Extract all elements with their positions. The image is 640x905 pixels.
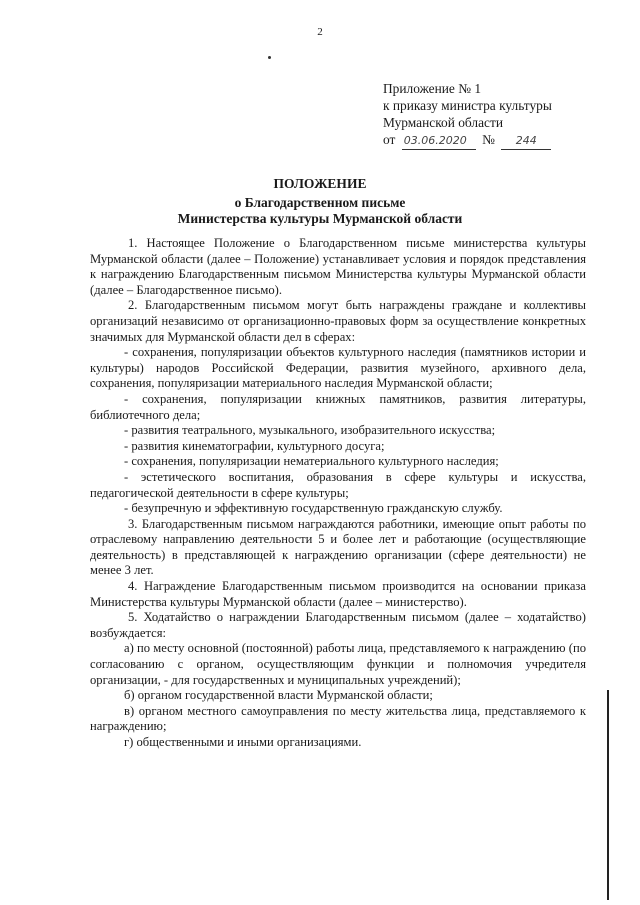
list-item-civil-service: - безупречную и эффективную государственную гражданскую службу. <box>124 501 503 516</box>
appendix-line-2: к приказу министра культуры <box>383 98 552 113</box>
document-body <box>90 236 586 751</box>
list-item-intangible: - сохранения, популяризации нематериального культурного наследия; <box>124 454 499 469</box>
list-item-education: - эстетического воспитания, образования в сфере культуры и искусства, педагогической деятельности в сфере культуры; <box>90 469 586 500</box>
document-title: ПОЛОЖЕНИЕ <box>273 176 367 191</box>
paragraph-4: 4. Награждение Благодарственным письмом производится на основании приказа Министерства культуры Мурманской области (далее – министерство). <box>90 579 586 609</box>
document-subtitle-2: Министерства культуры Мурманской области <box>177 211 463 226</box>
handwritten-date: 03.06.2020 <box>402 132 476 150</box>
list-item-d: г) общественными и иными организациями. <box>124 735 362 749</box>
list-item-literature: - сохранения, популяризации книжных памятников, развития литературы, библиотечного дела; <box>90 391 586 422</box>
scan-speck <box>268 56 271 59</box>
paragraph-5: 5. Ходатайство о награждении Благодарственным письмом (далее – ходатайство) возбуждается: <box>90 610 586 640</box>
paragraph-3: 3. Благодарственным письмом награждаются работники, имеющие опыт работы по отраслевому направлению деятельности 5 и более лет и работающие (осуществляющие деятельность) в представляющей к награждению организации (сфере деятельности) не менее 3 лет. <box>90 516 586 578</box>
handwritten-number: 244 <box>501 132 551 150</box>
document-subtitle-1: о Благодарственном письме <box>234 195 406 210</box>
appendix-line-1: Приложение № 1 <box>383 81 482 96</box>
appendix-block <box>383 80 613 150</box>
appendix-line-4 <box>383 131 613 150</box>
number-label: № <box>482 132 495 147</box>
list-item-arts: - развития театрального, музыкального, изобразительного искусства; <box>124 423 496 438</box>
paragraph-2: 2. Благодарственным письмом могут быть награждены граждане и коллективы организаций независимо от организационно-правовых форм за осуществление конкретных значимых для Мурманской области дел в сферах: <box>90 298 586 344</box>
list-item-cinema: - развития кинематографии, культурного досуга; <box>124 438 385 453</box>
scan-edge-line <box>607 690 609 900</box>
list-item-b: б) органом государственной власти Мурманской области; <box>124 688 433 703</box>
page-number: 2 <box>317 26 323 38</box>
from-label: от <box>383 132 396 147</box>
list-item-c: в) органом местного самоуправления по месту жительства лица, представляемого к награждению; <box>90 703 586 734</box>
list-item-heritage: - сохранения, популяризации объектов культурного наследия (памятников истории и культуры) народов Российской Федерации, развития музейного, архивного дела, сохранения, популяризации материального наследия Мурманской области; <box>90 345 586 391</box>
paragraph-1: 1. Настоящее Положение о Благодарственном письме министерства культуры Мурманской области (далее – Положение) устанавливает условия и порядок представления к награждению Благодарственным письмом Министерства культуры Мурманской области (далее – Благодарственное письмо). <box>90 236 586 297</box>
appendix-line-3: Мурманской области <box>383 115 503 130</box>
list-item-a: а) по месту основной (постоянной) работы лица, представляемого к награждению (по согласованию с органом, осуществляющим функции и полномочия учредителя организации, - для государственных и муниципальных учреждений); <box>90 641 586 687</box>
